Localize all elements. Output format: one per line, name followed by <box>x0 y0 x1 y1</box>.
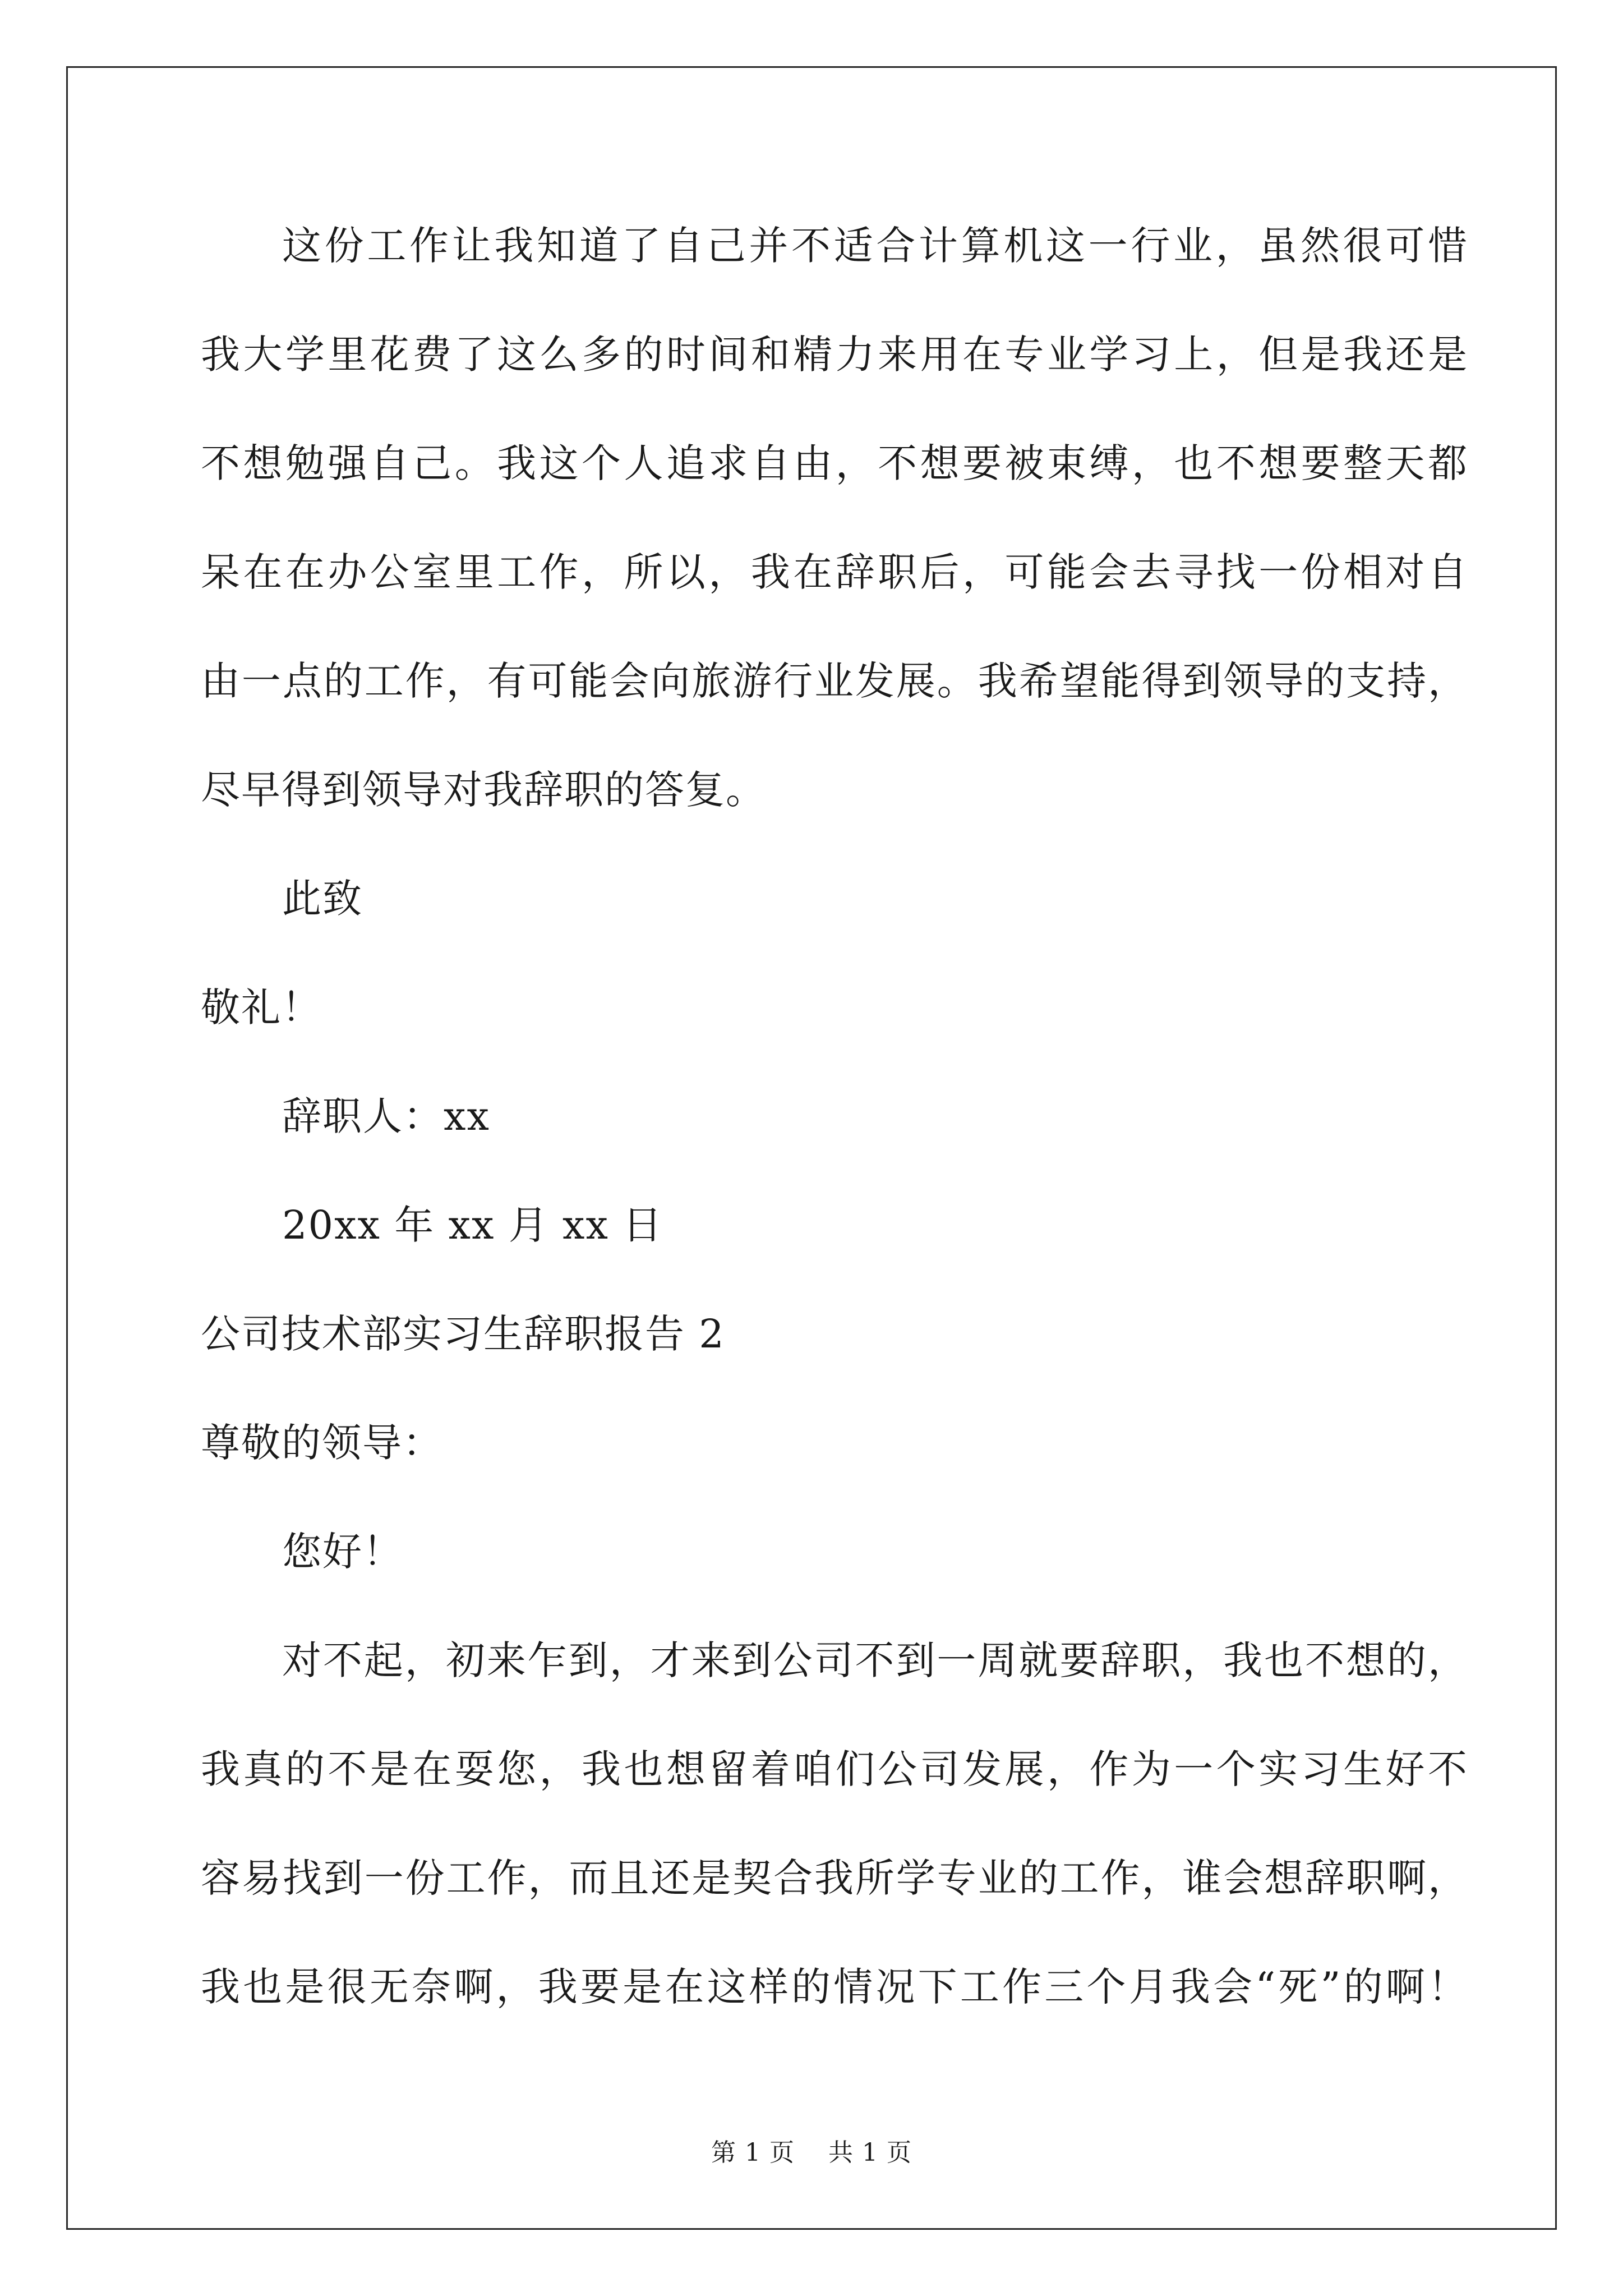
paragraph-line: 容易找到一份工作，而且还是契合我所学专业的工作，谁会想辞职啊， <box>201 1855 1468 1901</box>
closing-regards: 敬礼！ <box>201 984 322 1030</box>
signature-name: 辞职人：xx <box>282 1093 490 1139</box>
paragraph-line: 由一点的工作，有可能会向旅游行业发展。我希望能得到领导的支持， <box>201 658 1468 704</box>
page-footer <box>0 2136 1623 2170</box>
paragraph-line: 这份工作让我知道了自己并不适合计算机这一行业，虽然很可惜 <box>282 223 1468 269</box>
paragraph-line: 我也是很无奈啊，我要是在这样的情况下工作三个月我会“死”的啊！ <box>201 1964 1468 2010</box>
paragraph-line: 对不起，初来乍到，才来到公司不到一周就要辞职，我也不想的， <box>282 1637 1468 1683</box>
paragraph-line: 不想勉强自己。我这个人追求自由，不想要被束缚，也不想要整天都 <box>201 440 1468 486</box>
page-number: 第 1 页 <box>711 2138 795 2167</box>
paragraph-line: 尽早得到领导对我辞职的答复。 <box>201 767 766 813</box>
closing-salutation: 此致 <box>282 876 363 922</box>
page-total: 共 1 页 <box>828 2138 912 2167</box>
paragraph-line: 我大学里花费了这么多的时间和精力来用在专业学习上，但是我还是 <box>201 332 1468 378</box>
paragraph-line: 呆在在办公室里工作，所以，我在辞职后，可能会去寻找一份相对自 <box>201 549 1468 595</box>
greeting-addressee: 尊敬的领导： <box>201 1420 443 1466</box>
signature-date: 20xx 年 xx 月 xx 日 <box>282 1202 663 1248</box>
document-body <box>201 219 1468 2014</box>
section-title: 公司技术部实习生辞职报告 2 <box>201 1311 725 1357</box>
greeting: 您好！ <box>282 1529 403 1575</box>
paragraph-line: 我真的不是在耍您，我也想留着咱们公司发展，作为一个实习生好不 <box>201 1746 1468 1792</box>
